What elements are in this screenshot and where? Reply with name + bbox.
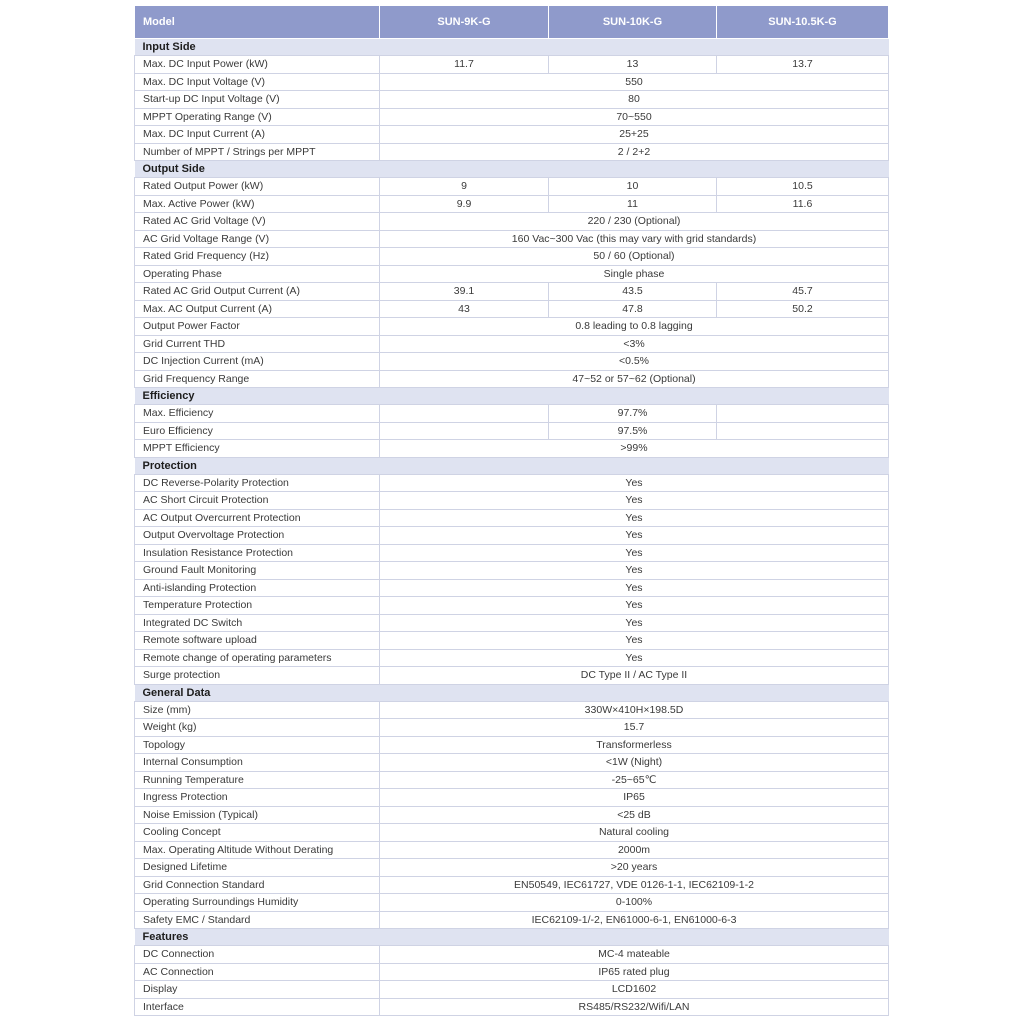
spec-row [135, 178, 889, 196]
section-title: Output Side [135, 161, 889, 178]
spec-value: Single phase [380, 265, 889, 283]
spec-row [135, 108, 889, 126]
spec-value: IP65 [380, 789, 889, 807]
spec-value: 80 [380, 91, 889, 109]
spec-label: Number of MPPT / Strings per MPPT [135, 143, 380, 161]
spec-label: Rated Output Power (kW) [135, 178, 380, 196]
spec-row [135, 527, 889, 545]
spec-row [135, 56, 889, 74]
spec-label: Size (mm) [135, 701, 380, 719]
spec-label: Cooling Concept [135, 824, 380, 842]
spec-value: 2000m [380, 841, 889, 859]
spec-label: Max. DC Input Current (A) [135, 126, 380, 144]
spec-value: 13.7 [717, 56, 889, 74]
spec-row [135, 789, 889, 807]
spec-label: Anti-islanding Protection [135, 579, 380, 597]
spec-value: >99% [380, 440, 889, 458]
spec-row [135, 265, 889, 283]
section-header [135, 161, 889, 178]
section-header [135, 39, 889, 56]
spec-row [135, 911, 889, 929]
spec-value: DC Type II / AC Type II [380, 667, 889, 685]
spec-row [135, 422, 889, 440]
spec-value: <3% [380, 335, 889, 353]
spec-value: LCD1602 [380, 981, 889, 999]
spec-label: Grid Frequency Range [135, 370, 380, 388]
spec-value: 550 [380, 73, 889, 91]
spec-table [134, 5, 889, 1016]
spec-label: Insulation Resistance Protection [135, 544, 380, 562]
spec-label: Operating Surroundings Humidity [135, 894, 380, 912]
spec-label: Noise Emission (Typical) [135, 806, 380, 824]
spec-empty-cell [717, 405, 889, 423]
spec-value: 15.7 [380, 719, 889, 737]
spec-row [135, 318, 889, 336]
spec-label: Output Power Factor [135, 318, 380, 336]
spec-value: 0.8 leading to 0.8 lagging [380, 318, 889, 336]
spec-value: 25+25 [380, 126, 889, 144]
spec-label: Weight (kg) [135, 719, 380, 737]
spec-value: Yes [380, 562, 889, 580]
spec-row [135, 981, 889, 999]
spec-value: 47.8 [549, 300, 717, 318]
spec-label: Max. DC Input Power (kW) [135, 56, 380, 74]
spec-label: Temperature Protection [135, 597, 380, 615]
spec-label: Operating Phase [135, 265, 380, 283]
spec-row [135, 509, 889, 527]
spec-label: AC Short Circuit Protection [135, 492, 380, 510]
spec-row [135, 562, 889, 580]
section-header [135, 388, 889, 405]
spec-value: 39.1 [380, 283, 549, 301]
model-column-header: SUN-9K-G [380, 6, 549, 39]
spec-value: RS485/RS232/Wifi/LAN [380, 998, 889, 1016]
spec-label: Remote software upload [135, 632, 380, 650]
spec-row [135, 474, 889, 492]
spec-label: Grid Connection Standard [135, 876, 380, 894]
spec-label: Integrated DC Switch [135, 614, 380, 632]
spec-value: 220 / 230 (Optional) [380, 213, 889, 231]
spec-row [135, 597, 889, 615]
spec-value: Yes [380, 614, 889, 632]
section-title: General Data [135, 684, 889, 701]
spec-row [135, 73, 889, 91]
spec-value: -25~65℃ [380, 771, 889, 789]
spec-label: Surge protection [135, 667, 380, 685]
section-header [135, 684, 889, 701]
spec-row [135, 248, 889, 266]
spec-label: MPPT Operating Range (V) [135, 108, 380, 126]
spec-value: IEC62109-1/-2, EN61000-6-1, EN61000-6-3 [380, 911, 889, 929]
spec-value: 43.5 [549, 283, 717, 301]
spec-row [135, 492, 889, 510]
spec-label: DC Connection [135, 946, 380, 964]
spec-label: Output Overvoltage Protection [135, 527, 380, 545]
spec-label: Remote change of operating parameters [135, 649, 380, 667]
spec-row [135, 335, 889, 353]
spec-value: Transformerless [380, 736, 889, 754]
spec-row [135, 370, 889, 388]
model-column-header: SUN-10K-G [549, 6, 717, 39]
spec-value: EN50549, IEC61727, VDE 0126-1-1, IEC62109-1-2 [380, 876, 889, 894]
spec-label: Euro Efficiency [135, 422, 380, 440]
spec-row [135, 544, 889, 562]
section-title: Efficiency [135, 388, 889, 405]
spec-value: 2 / 2+2 [380, 143, 889, 161]
spec-value: Yes [380, 492, 889, 510]
spec-row [135, 143, 889, 161]
spec-value: 50.2 [717, 300, 889, 318]
spec-value: 9 [380, 178, 549, 196]
spec-label: Max. Active Power (kW) [135, 195, 380, 213]
spec-row [135, 946, 889, 964]
spec-value: Yes [380, 527, 889, 545]
section-title: Protection [135, 457, 889, 474]
spec-label: Max. AC Output Current (A) [135, 300, 380, 318]
spec-value: <1W (Night) [380, 754, 889, 772]
spec-label: Max. DC Input Voltage (V) [135, 73, 380, 91]
header-row [135, 6, 889, 39]
spec-value: 43 [380, 300, 549, 318]
spec-value: 45.7 [717, 283, 889, 301]
spec-row [135, 824, 889, 842]
spec-row [135, 754, 889, 772]
spec-body [135, 39, 889, 1016]
spec-row [135, 876, 889, 894]
spec-value: Yes [380, 597, 889, 615]
section-title: Features [135, 929, 889, 946]
spec-label: Internal Consumption [135, 754, 380, 772]
spec-row [135, 894, 889, 912]
spec-empty-cell [380, 422, 549, 440]
spec-label: AC Grid Voltage Range (V) [135, 230, 380, 248]
spec-empty-cell [380, 405, 549, 423]
spec-row [135, 126, 889, 144]
section-title: Input Side [135, 39, 889, 56]
spec-row [135, 701, 889, 719]
spec-row [135, 632, 889, 650]
spec-value: MC-4 mateable [380, 946, 889, 964]
spec-label: AC Output Overcurrent Protection [135, 509, 380, 527]
spec-row [135, 213, 889, 231]
spec-value: Yes [380, 632, 889, 650]
spec-value: Yes [380, 544, 889, 562]
model-header: Model [135, 6, 380, 39]
section-header [135, 457, 889, 474]
spec-label: Interface [135, 998, 380, 1016]
spec-value: 97.5% [549, 422, 717, 440]
spec-label: Rated AC Grid Output Current (A) [135, 283, 380, 301]
spec-row [135, 405, 889, 423]
model-column-header: SUN-10.5K-G [717, 6, 889, 39]
spec-row [135, 195, 889, 213]
spec-value: 11 [549, 195, 717, 213]
spec-row [135, 963, 889, 981]
spec-label: DC Reverse-Polarity Protection [135, 474, 380, 492]
spec-row [135, 841, 889, 859]
spec-value: 160 Vac~300 Vac (this may vary with grid standards) [380, 230, 889, 248]
spec-label: Ingress Protection [135, 789, 380, 807]
spec-value: <25 dB [380, 806, 889, 824]
spec-label: AC Connection [135, 963, 380, 981]
spec-value: 330W×410H×198.5D [380, 701, 889, 719]
spec-row [135, 353, 889, 371]
spec-label: Grid Current THD [135, 335, 380, 353]
spec-value: 47~52 or 57~62 (Optional) [380, 370, 889, 388]
spec-row [135, 736, 889, 754]
spec-label: Start-up DC Input Voltage (V) [135, 91, 380, 109]
spec-value: 10.5 [717, 178, 889, 196]
spec-row [135, 283, 889, 301]
spec-label: Topology [135, 736, 380, 754]
spec-row [135, 771, 889, 789]
spec-row [135, 614, 889, 632]
spec-row [135, 440, 889, 458]
spec-label: Designed Lifetime [135, 859, 380, 877]
spec-value: 97.7% [549, 405, 717, 423]
spec-label: DC Injection Current (mA) [135, 353, 380, 371]
spec-label: Rated Grid Frequency (Hz) [135, 248, 380, 266]
spec-value: Natural cooling [380, 824, 889, 842]
spec-empty-cell [717, 422, 889, 440]
spec-value: 11.7 [380, 56, 549, 74]
spec-sheet [134, 5, 888, 1016]
spec-value: Yes [380, 649, 889, 667]
spec-value: 10 [549, 178, 717, 196]
spec-row [135, 998, 889, 1016]
spec-value: 0-100% [380, 894, 889, 912]
spec-value: 13 [549, 56, 717, 74]
spec-value: Yes [380, 579, 889, 597]
spec-row [135, 91, 889, 109]
spec-row [135, 719, 889, 737]
spec-label: Max. Operating Altitude Without Derating [135, 841, 380, 859]
spec-row [135, 230, 889, 248]
spec-value: >20 years [380, 859, 889, 877]
spec-value: 9.9 [380, 195, 549, 213]
spec-label: MPPT Efficiency [135, 440, 380, 458]
spec-row [135, 806, 889, 824]
spec-row [135, 859, 889, 877]
spec-label: Max. Efficiency [135, 405, 380, 423]
spec-row [135, 579, 889, 597]
spec-value: 11.6 [717, 195, 889, 213]
spec-value: 50 / 60 (Optional) [380, 248, 889, 266]
spec-row [135, 667, 889, 685]
spec-value: Yes [380, 509, 889, 527]
spec-value: <0.5% [380, 353, 889, 371]
spec-label: Display [135, 981, 380, 999]
spec-label: Rated AC Grid Voltage (V) [135, 213, 380, 231]
spec-value: IP65 rated plug [380, 963, 889, 981]
section-header [135, 929, 889, 946]
spec-label: Running Temperature [135, 771, 380, 789]
spec-value: 70~550 [380, 108, 889, 126]
spec-label: Ground Fault Monitoring [135, 562, 380, 580]
spec-value: Yes [380, 474, 889, 492]
spec-label: Safety EMC / Standard [135, 911, 380, 929]
spec-row [135, 649, 889, 667]
spec-row [135, 300, 889, 318]
